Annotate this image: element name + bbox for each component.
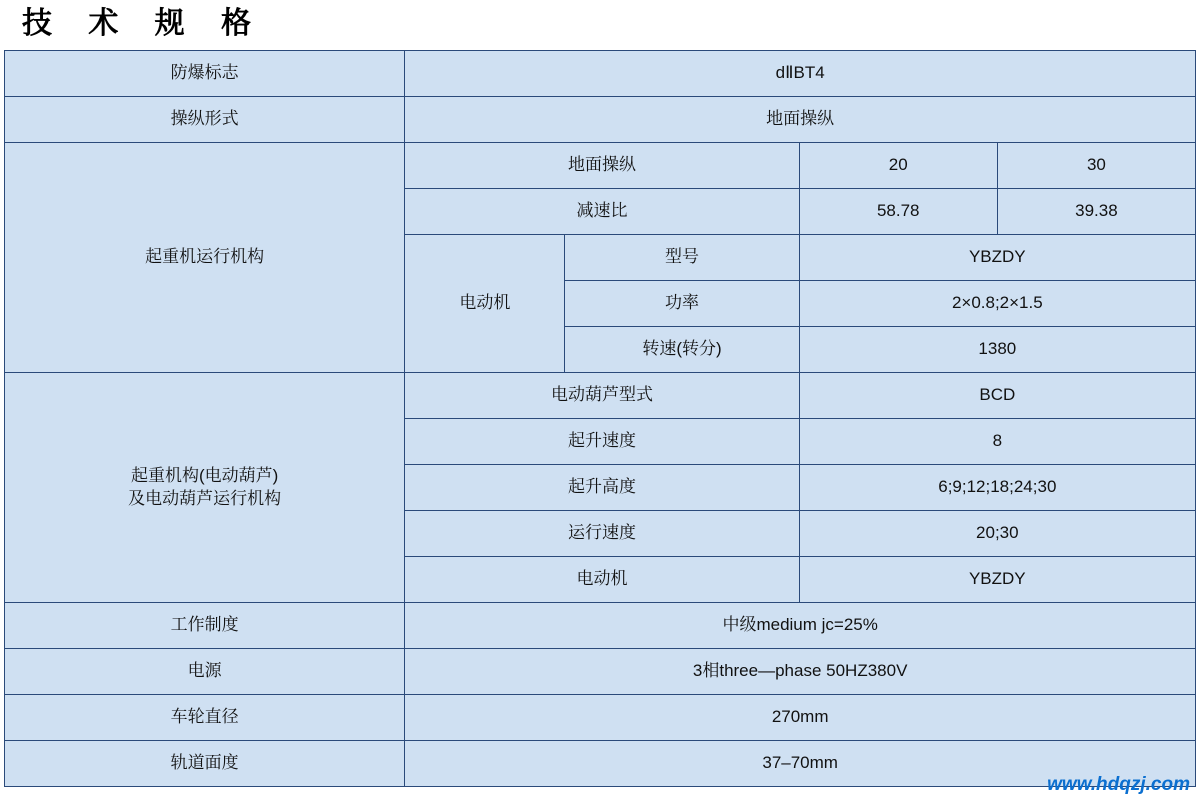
power-supply-label: 电源: [5, 649, 405, 695]
page-title: 技 术 规 格: [22, 7, 266, 40]
motor-model-label: 型号: [565, 235, 799, 281]
hoist-group-label-line2: 及电动葫芦运行机构: [128, 488, 282, 508]
reduction-ratio-value-1: 58.78: [799, 189, 997, 235]
ex-mark-value: dⅡBT4: [405, 51, 1196, 97]
motor-speed-value: 1380: [799, 327, 1195, 373]
table-row: [5, 603, 1196, 649]
rail-width-value: 37–70mm: [405, 741, 1196, 787]
motor-model-value: YBZDY: [799, 235, 1195, 281]
power-supply-value: 3相three—phase 50HZ380V: [405, 649, 1196, 695]
table-row: [5, 51, 1196, 97]
ground-control-label: 地面操纵: [405, 143, 799, 189]
hoist-group-label: [5, 373, 405, 603]
table-row: [5, 97, 1196, 143]
ex-mark-label: 防爆标志: [5, 51, 405, 97]
travel-speed-label: 运行速度: [405, 511, 799, 557]
lift-speed-value: 8: [799, 419, 1195, 465]
hoist-group-label-line1: 起重机构(电动葫芦): [131, 465, 279, 485]
motor-power-label: 功率: [565, 281, 799, 327]
wheel-diameter-value: 270mm: [405, 695, 1196, 741]
table-row: [5, 695, 1196, 741]
table-row: [5, 143, 1196, 189]
motor-power-value: 2×0.8;2×1.5: [799, 281, 1195, 327]
control-type-label: 操纵形式: [5, 97, 405, 143]
technical-specification-table: [4, 50, 1196, 787]
lift-speed-label: 起升速度: [405, 419, 799, 465]
ground-control-value-2: 30: [997, 143, 1195, 189]
hoist-type-value: BCD: [799, 373, 1195, 419]
table-row: [5, 741, 1196, 787]
rail-width-label: 轨道面度: [5, 741, 405, 787]
control-type-value: 地面操纵: [405, 97, 1196, 143]
watermark-url: www.hdqzj.com: [1047, 774, 1190, 795]
reduction-ratio-value-2: 39.38: [997, 189, 1195, 235]
hoist-type-label: 电动葫芦型式: [405, 373, 799, 419]
hoist-motor-label: 电动机: [405, 557, 799, 603]
travel-speed-value: 20;30: [799, 511, 1195, 557]
duty-value: 中级medium jc=25%: [405, 603, 1196, 649]
lift-height-value: 6;9;12;18;24;30: [799, 465, 1195, 511]
hoist-motor-value: YBZDY: [799, 557, 1195, 603]
motor-speed-label: 转速(转分): [565, 327, 799, 373]
reduction-ratio-label: 减速比: [405, 189, 799, 235]
table-row: [5, 373, 1196, 419]
wheel-diameter-label: 车轮直径: [5, 695, 405, 741]
crane-travel-group-label: 起重机运行机构: [5, 143, 405, 373]
duty-label: 工作制度: [5, 603, 405, 649]
motor-group-label: 电动机: [405, 235, 565, 373]
ground-control-value-1: 20: [799, 143, 997, 189]
lift-height-label: 起升高度: [405, 465, 799, 511]
table-row: [5, 649, 1196, 695]
